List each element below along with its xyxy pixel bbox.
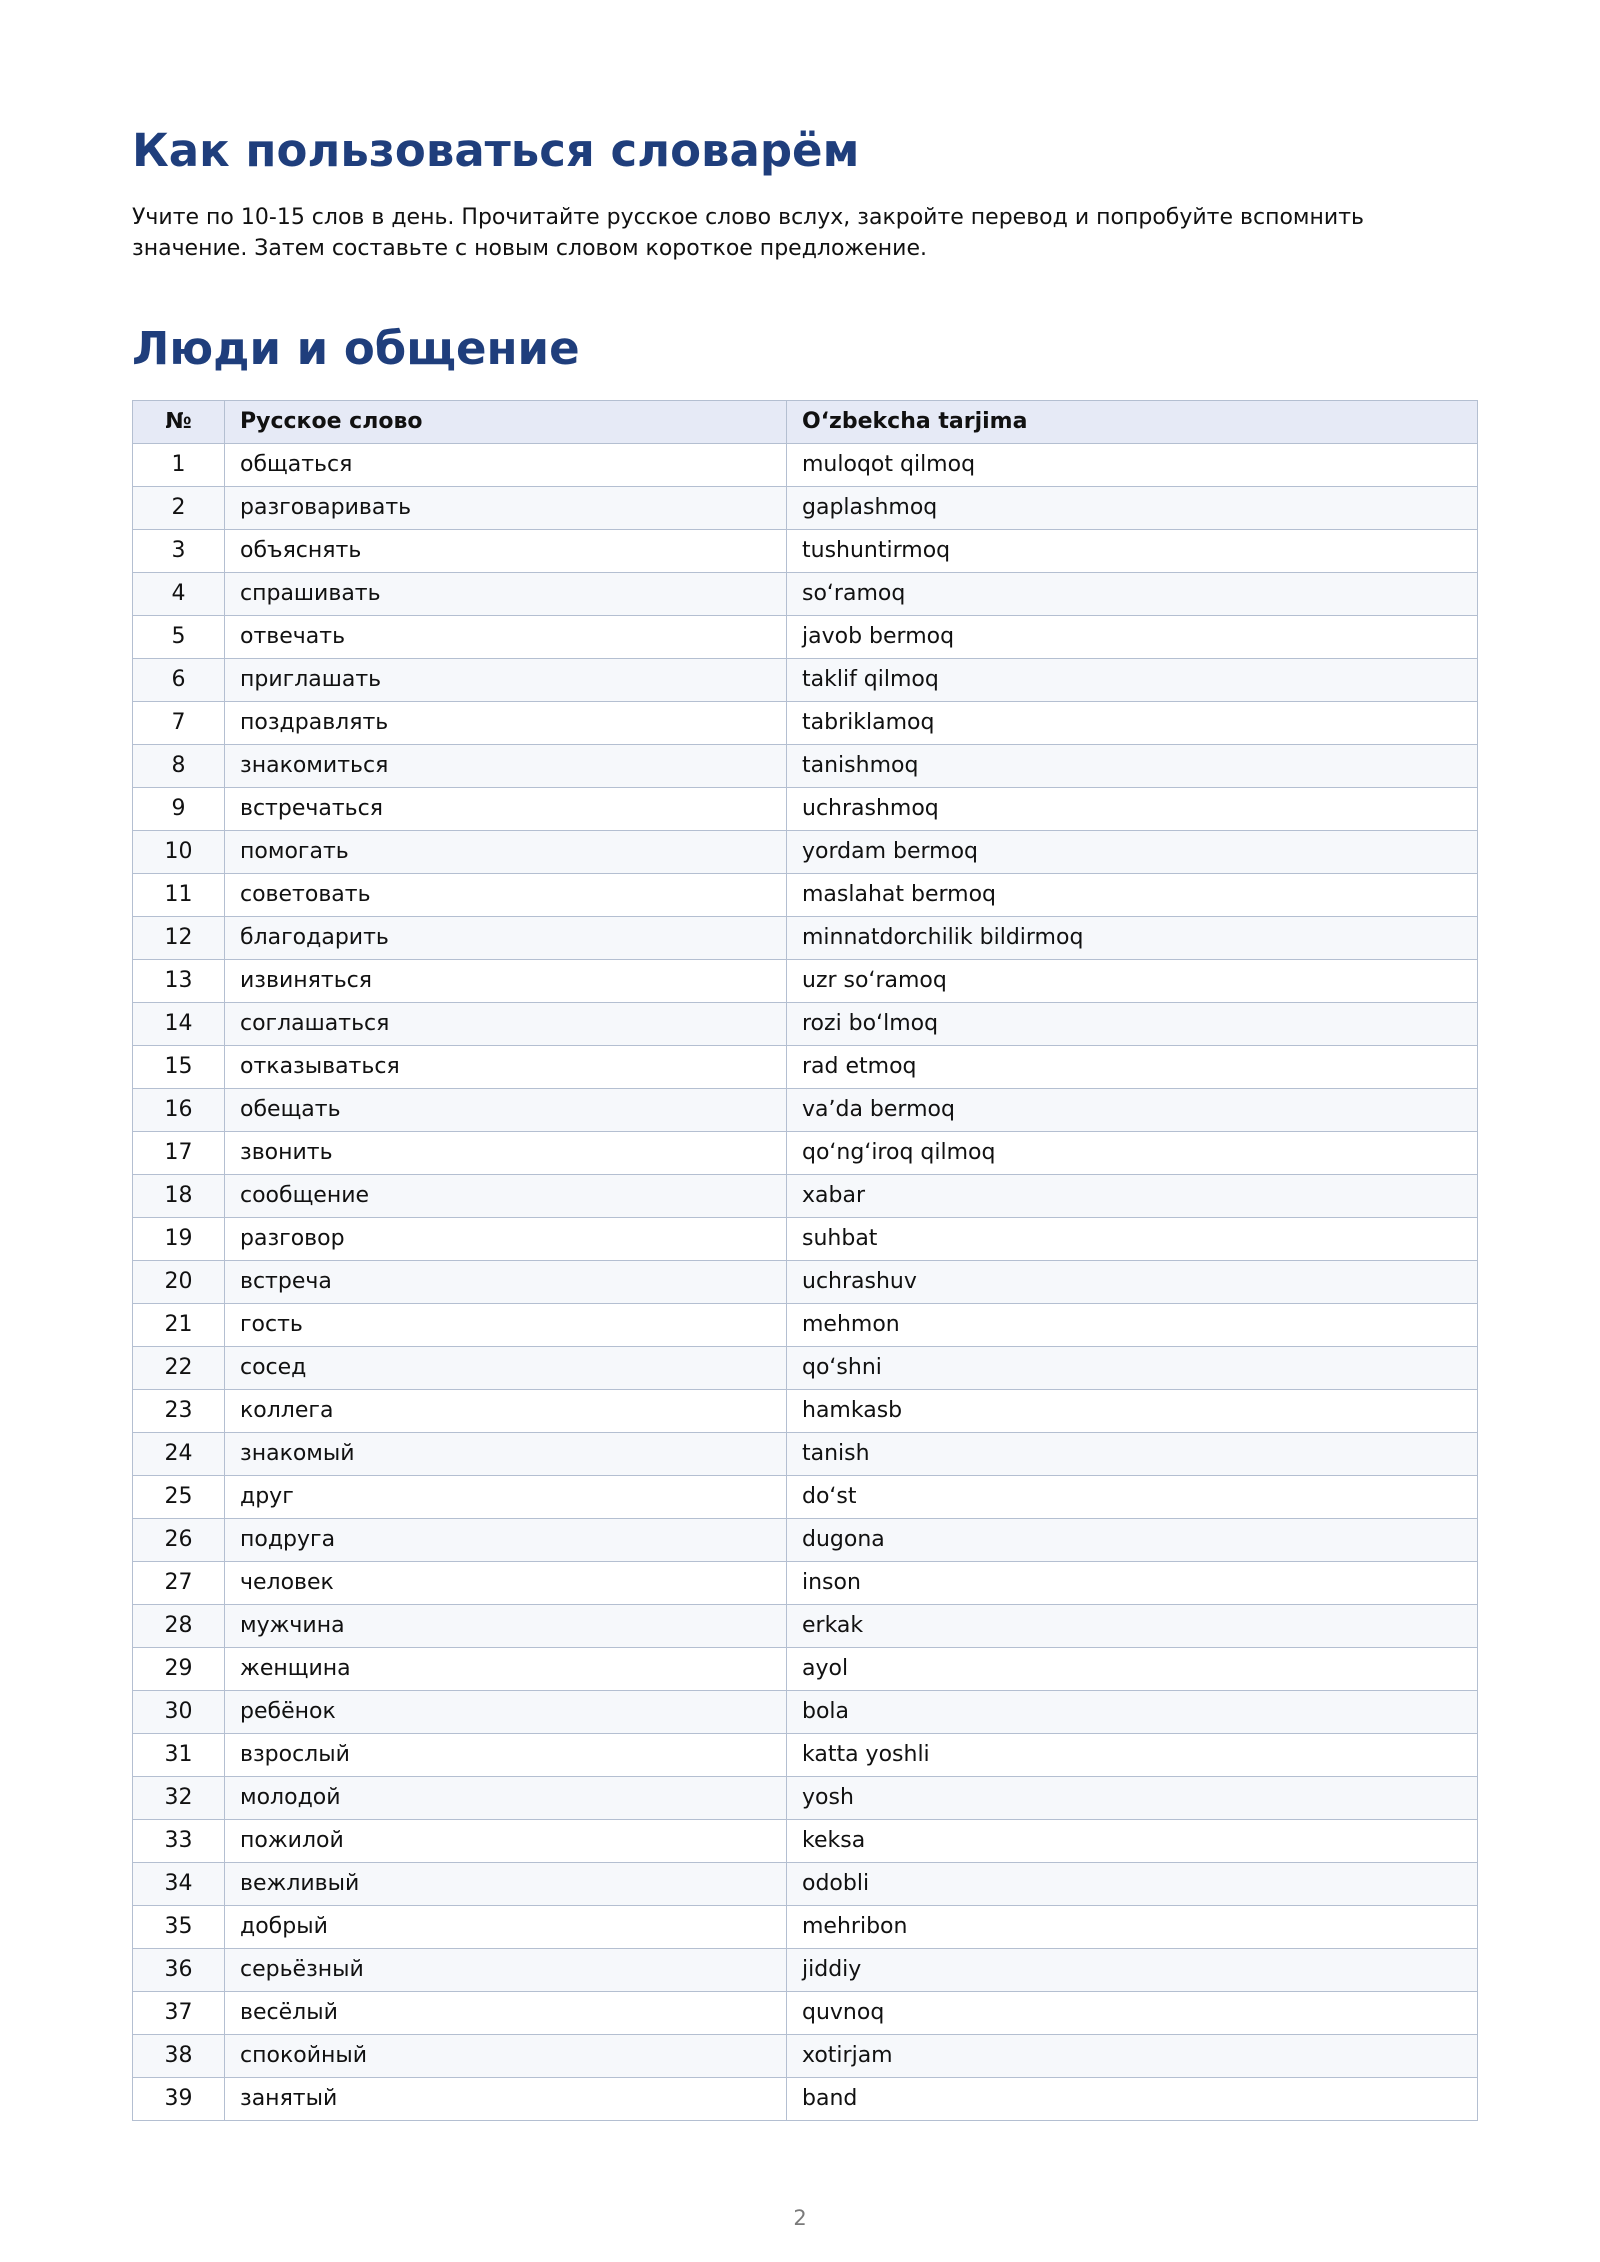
- uzbek-translation-cell: xabar: [787, 1175, 1478, 1218]
- russian-word-cell: знакомый: [225, 1433, 787, 1476]
- table-row: [133, 1691, 1478, 1734]
- row-number-cell: 3: [133, 530, 225, 573]
- table-row: [133, 1046, 1478, 1089]
- uzbek-translation-cell: dugona: [787, 1519, 1478, 1562]
- uzbek-translation-cell: rad etmoq: [787, 1046, 1478, 1089]
- row-number-cell: 24: [133, 1433, 225, 1476]
- table-row: [133, 1562, 1478, 1605]
- uzbek-translation-cell: suhbat: [787, 1218, 1478, 1261]
- table-row: [133, 530, 1478, 573]
- uzbek-translation-cell: odobli: [787, 1863, 1478, 1906]
- uzbek-translation-cell: ayol: [787, 1648, 1478, 1691]
- russian-word-cell: гость: [225, 1304, 787, 1347]
- russian-word-cell: обещать: [225, 1089, 787, 1132]
- table-row: [133, 702, 1478, 745]
- table-row: [133, 616, 1478, 659]
- row-number-cell: 13: [133, 960, 225, 1003]
- russian-word-cell: женщина: [225, 1648, 787, 1691]
- table-row: [133, 444, 1478, 487]
- table-row: [133, 1261, 1478, 1304]
- russian-word-cell: добрый: [225, 1906, 787, 1949]
- vocab-section-title: Люди и общение: [132, 322, 580, 375]
- russian-word-cell: помогать: [225, 831, 787, 874]
- usage-instructions-text: Учите по 10-15 слов в день. Прочитайте русское слово вслух, закройте перевод и попробуйте вспомнить значение. Затем составьте с новым словом короткое предложение.: [132, 205, 1364, 261]
- table-row: [133, 573, 1478, 616]
- russian-word-cell: занятый: [225, 2078, 787, 2121]
- table-row: [133, 1777, 1478, 1820]
- table-row: [133, 1433, 1478, 1476]
- russian-word-cell: спокойный: [225, 2035, 787, 2078]
- russian-word-cell: человек: [225, 1562, 787, 1605]
- uzbek-translation-cell: hamkasb: [787, 1390, 1478, 1433]
- row-number-cell: 30: [133, 1691, 225, 1734]
- uzbek-translation-cell: maslahat bermoq: [787, 874, 1478, 917]
- row-number-cell: 39: [133, 2078, 225, 2121]
- row-number-cell: 20: [133, 1261, 225, 1304]
- row-number-cell: 5: [133, 616, 225, 659]
- russian-word-cell: встречаться: [225, 788, 787, 831]
- uzbek-translation-cell: mehmon: [787, 1304, 1478, 1347]
- table-row: [133, 788, 1478, 831]
- column-header-uzbek: Oʻzbekcha tarjima: [787, 401, 1478, 444]
- table-row: [133, 1390, 1478, 1433]
- row-number-cell: 26: [133, 1519, 225, 1562]
- uzbek-translation-cell: xotirjam: [787, 2035, 1478, 2078]
- table-row: [133, 1906, 1478, 1949]
- russian-word-cell: знакомиться: [225, 745, 787, 788]
- column-header-russian: Русское слово: [225, 401, 787, 444]
- russian-word-cell: объяснять: [225, 530, 787, 573]
- table-row: [133, 1519, 1478, 1562]
- russian-word-cell: отвечать: [225, 616, 787, 659]
- table-row: [133, 1476, 1478, 1519]
- table-row: [133, 1863, 1478, 1906]
- table-row: [133, 1304, 1478, 1347]
- russian-word-cell: советовать: [225, 874, 787, 917]
- vocabulary-table: [132, 400, 1478, 2121]
- usage-section-title: Как пользоваться словарём: [132, 124, 860, 177]
- uzbek-translation-cell: javob bermoq: [787, 616, 1478, 659]
- row-number-cell: 10: [133, 831, 225, 874]
- row-number-cell: 31: [133, 1734, 225, 1777]
- column-header-number: №: [133, 401, 225, 444]
- table-row: [133, 1992, 1478, 2035]
- table-row: [133, 1347, 1478, 1390]
- row-number-cell: 32: [133, 1777, 225, 1820]
- table-row: [133, 2078, 1478, 2121]
- russian-word-cell: разговор: [225, 1218, 787, 1261]
- uzbek-translation-cell: uchrashmoq: [787, 788, 1478, 831]
- uzbek-translation-cell: band: [787, 2078, 1478, 2121]
- row-number-cell: 28: [133, 1605, 225, 1648]
- row-number-cell: 34: [133, 1863, 225, 1906]
- row-number-cell: 4: [133, 573, 225, 616]
- table-row: [133, 917, 1478, 960]
- russian-word-cell: мужчина: [225, 1605, 787, 1648]
- row-number-cell: 18: [133, 1175, 225, 1218]
- table-row: [133, 1648, 1478, 1691]
- russian-word-cell: извиняться: [225, 960, 787, 1003]
- uzbek-translation-cell: bola: [787, 1691, 1478, 1734]
- uzbek-translation-cell: doʻst: [787, 1476, 1478, 1519]
- uzbek-translation-cell: taklif qilmoq: [787, 659, 1478, 702]
- uzbek-translation-cell: minnatdorchilik bildirmoq: [787, 917, 1478, 960]
- uzbek-translation-cell: soʻramoq: [787, 573, 1478, 616]
- row-number-cell: 35: [133, 1906, 225, 1949]
- table-row: [133, 874, 1478, 917]
- uzbek-translation-cell: tanishmoq: [787, 745, 1478, 788]
- row-number-cell: 37: [133, 1992, 225, 2035]
- table-row: [133, 1605, 1478, 1648]
- uzbek-translation-cell: katta yoshli: [787, 1734, 1478, 1777]
- row-number-cell: 19: [133, 1218, 225, 1261]
- table-row: [133, 1218, 1478, 1261]
- russian-word-cell: серьёзный: [225, 1949, 787, 1992]
- russian-word-cell: спрашивать: [225, 573, 787, 616]
- row-number-cell: 11: [133, 874, 225, 917]
- row-number-cell: 9: [133, 788, 225, 831]
- uzbek-translation-cell: gaplashmoq: [787, 487, 1478, 530]
- russian-word-cell: вежливый: [225, 1863, 787, 1906]
- russian-word-cell: сообщение: [225, 1175, 787, 1218]
- page-number: 2: [793, 2206, 807, 2230]
- russian-word-cell: поздравлять: [225, 702, 787, 745]
- table-row: [133, 2035, 1478, 2078]
- table-row: [133, 1132, 1478, 1175]
- russian-word-cell: общаться: [225, 444, 787, 487]
- uzbek-translation-cell: mehribon: [787, 1906, 1478, 1949]
- table-row: [133, 831, 1478, 874]
- russian-word-cell: благодарить: [225, 917, 787, 960]
- row-number-cell: 14: [133, 1003, 225, 1046]
- row-number-cell: 38: [133, 2035, 225, 2078]
- row-number-cell: 7: [133, 702, 225, 745]
- table-row: [133, 1003, 1478, 1046]
- row-number-cell: 29: [133, 1648, 225, 1691]
- russian-word-cell: друг: [225, 1476, 787, 1519]
- row-number-cell: 2: [133, 487, 225, 530]
- uzbek-translation-cell: muloqot qilmoq: [787, 444, 1478, 487]
- row-number-cell: 16: [133, 1089, 225, 1132]
- table-row: [133, 1089, 1478, 1132]
- row-number-cell: 17: [133, 1132, 225, 1175]
- table-row: [133, 960, 1478, 1003]
- row-number-cell: 8: [133, 745, 225, 788]
- uzbek-translation-cell: vaʼda bermoq: [787, 1089, 1478, 1132]
- russian-word-cell: молодой: [225, 1777, 787, 1820]
- row-number-cell: 36: [133, 1949, 225, 1992]
- table-row: [133, 1175, 1478, 1218]
- row-number-cell: 33: [133, 1820, 225, 1863]
- table-row: [133, 487, 1478, 530]
- uzbek-translation-cell: qoʻshni: [787, 1347, 1478, 1390]
- row-number-cell: 23: [133, 1390, 225, 1433]
- russian-word-cell: пожилой: [225, 1820, 787, 1863]
- russian-word-cell: соглашаться: [225, 1003, 787, 1046]
- russian-word-cell: ребёнок: [225, 1691, 787, 1734]
- vocabulary-table-body: [133, 444, 1478, 2121]
- uzbek-translation-cell: tabriklamoq: [787, 702, 1478, 745]
- row-number-cell: 6: [133, 659, 225, 702]
- uzbek-translation-cell: yosh: [787, 1777, 1478, 1820]
- uzbek-translation-cell: yordam bermoq: [787, 831, 1478, 874]
- uzbek-translation-cell: jiddiy: [787, 1949, 1478, 1992]
- russian-word-cell: подруга: [225, 1519, 787, 1562]
- uzbek-translation-cell: tushuntirmoq: [787, 530, 1478, 573]
- row-number-cell: 15: [133, 1046, 225, 1089]
- uzbek-translation-cell: qoʻngʻiroq qilmoq: [787, 1132, 1478, 1175]
- row-number-cell: 27: [133, 1562, 225, 1605]
- uzbek-translation-cell: tanish: [787, 1433, 1478, 1476]
- russian-word-cell: сосед: [225, 1347, 787, 1390]
- row-number-cell: 25: [133, 1476, 225, 1519]
- row-number-cell: 21: [133, 1304, 225, 1347]
- table-row: [133, 1949, 1478, 1992]
- table-row: [133, 745, 1478, 788]
- table-row: [133, 1734, 1478, 1777]
- table-header-row: [133, 401, 1478, 444]
- table-row: [133, 1820, 1478, 1863]
- row-number-cell: 22: [133, 1347, 225, 1390]
- russian-word-cell: приглашать: [225, 659, 787, 702]
- uzbek-translation-cell: uchrashuv: [787, 1261, 1478, 1304]
- uzbek-translation-cell: erkak: [787, 1605, 1478, 1648]
- uzbek-translation-cell: inson: [787, 1562, 1478, 1605]
- russian-word-cell: взрослый: [225, 1734, 787, 1777]
- table-row: [133, 659, 1478, 702]
- russian-word-cell: весёлый: [225, 1992, 787, 2035]
- russian-word-cell: звонить: [225, 1132, 787, 1175]
- uzbek-translation-cell: quvnoq: [787, 1992, 1478, 2035]
- russian-word-cell: отказываться: [225, 1046, 787, 1089]
- uzbek-translation-cell: rozi boʻlmoq: [787, 1003, 1478, 1046]
- russian-word-cell: коллега: [225, 1390, 787, 1433]
- russian-word-cell: разговаривать: [225, 487, 787, 530]
- uzbek-translation-cell: uzr soʻramoq: [787, 960, 1478, 1003]
- uzbek-translation-cell: keksa: [787, 1820, 1478, 1863]
- row-number-cell: 12: [133, 917, 225, 960]
- russian-word-cell: встреча: [225, 1261, 787, 1304]
- row-number-cell: 1: [133, 444, 225, 487]
